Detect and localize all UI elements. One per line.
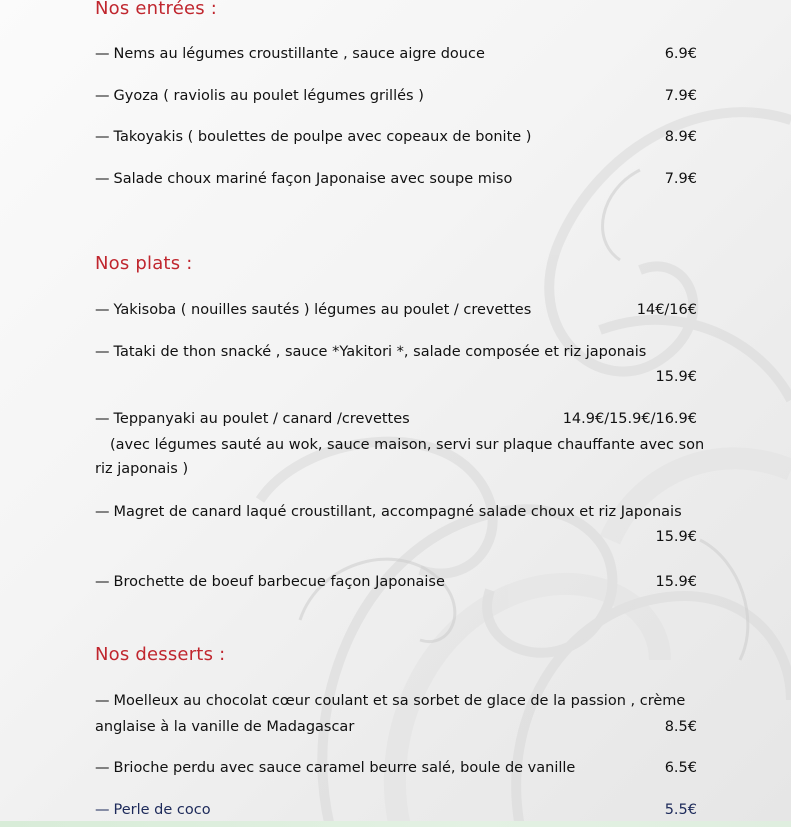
item-name: Magret de canard laqué croustillant, accompagné salade choux et riz Japonais (113, 504, 682, 520)
item-name: Gyoza ( raviolis au poulet légumes grillés ) (113, 88, 424, 104)
menu-item-tataki (95, 340, 697, 364)
item-price: 8.9€ (664, 129, 697, 145)
item-name: Tataki de thon snacké , sauce *Yakitori *, salade composée et riz japonais (113, 344, 647, 360)
menu-item-brioche (95, 756, 697, 780)
menu-item-magret (95, 500, 697, 524)
menu-item-teppanyaki (95, 407, 697, 431)
item-price: 7.9€ (664, 88, 697, 104)
section-title-desserts: Nos desserts : (95, 644, 226, 665)
item-name: Moelleux au chocolat cœur coulant et sa sorbet de glace de la passion , crème (113, 693, 686, 709)
dash: — (95, 88, 110, 104)
dash: — (95, 574, 110, 590)
menu-item-takoyakis (95, 125, 697, 149)
item-name: Perle de coco (113, 802, 211, 818)
item-price-moelleux: 8.5€ (664, 719, 697, 735)
menu-item-moelleux (95, 689, 697, 713)
menu-item-perle-de-coco (95, 798, 697, 822)
dash: — (95, 411, 110, 427)
menu-item-brochette (95, 570, 697, 594)
dash: — (95, 46, 110, 62)
item-price-tataki: 15.9€ (655, 369, 697, 385)
dash: — (95, 171, 110, 187)
item-name: Yakisoba ( nouilles sautés ) légumes au poulet / crevettes (113, 302, 532, 318)
item-name: Brochette de boeuf barbecue façon Japonaise (113, 574, 445, 590)
item-price: 14€/16€ (636, 302, 697, 318)
dash: — (95, 693, 110, 709)
item-price: 14.9€/15.9€/16.9€ (562, 411, 697, 427)
dash: — (95, 302, 110, 318)
item-price: 15.9€ (655, 574, 697, 590)
teppanyaki-description-line1: (avec légumes sauté au wok, sauce maison, servi sur plaque chauffante avec son (110, 437, 705, 453)
section-title-entrees: Nos entrées : (95, 0, 218, 19)
item-price: 6.9€ (664, 46, 697, 62)
item-price: 5.5€ (664, 802, 697, 818)
dash: — (95, 802, 110, 818)
dash: — (95, 344, 110, 360)
menu-item-nems (95, 42, 697, 66)
menu-item-gyoza (95, 84, 697, 108)
section-title-plats: Nos plats : (95, 253, 193, 274)
bottom-decorative-bar (0, 821, 791, 827)
dash: — (95, 760, 110, 776)
item-price-magret: 15.9€ (655, 529, 697, 545)
item-price: 6.5€ (664, 760, 697, 776)
item-name: Nems au légumes croustillante , sauce aigre douce (113, 46, 485, 62)
menu-item-salade-choux (95, 167, 697, 191)
dash: — (95, 129, 110, 145)
item-name: Brioche perdu avec sauce caramel beurre salé, boule de vanille (113, 760, 576, 776)
dash: — (95, 504, 110, 520)
item-name: Teppanyaki au poulet / canard /crevettes (113, 411, 410, 427)
moelleux-description-line2: anglaise à la vanille de Madagascar (95, 719, 355, 735)
item-name: Takoyakis ( boulettes de poulpe avec copeaux de bonite ) (113, 129, 532, 145)
menu-item-yakisoba (95, 298, 697, 322)
item-price: 7.9€ (664, 171, 697, 187)
item-name: Salade choux mariné façon Japonaise avec soupe miso (113, 171, 513, 187)
teppanyaki-description-line2: riz japonais ) (95, 461, 189, 477)
